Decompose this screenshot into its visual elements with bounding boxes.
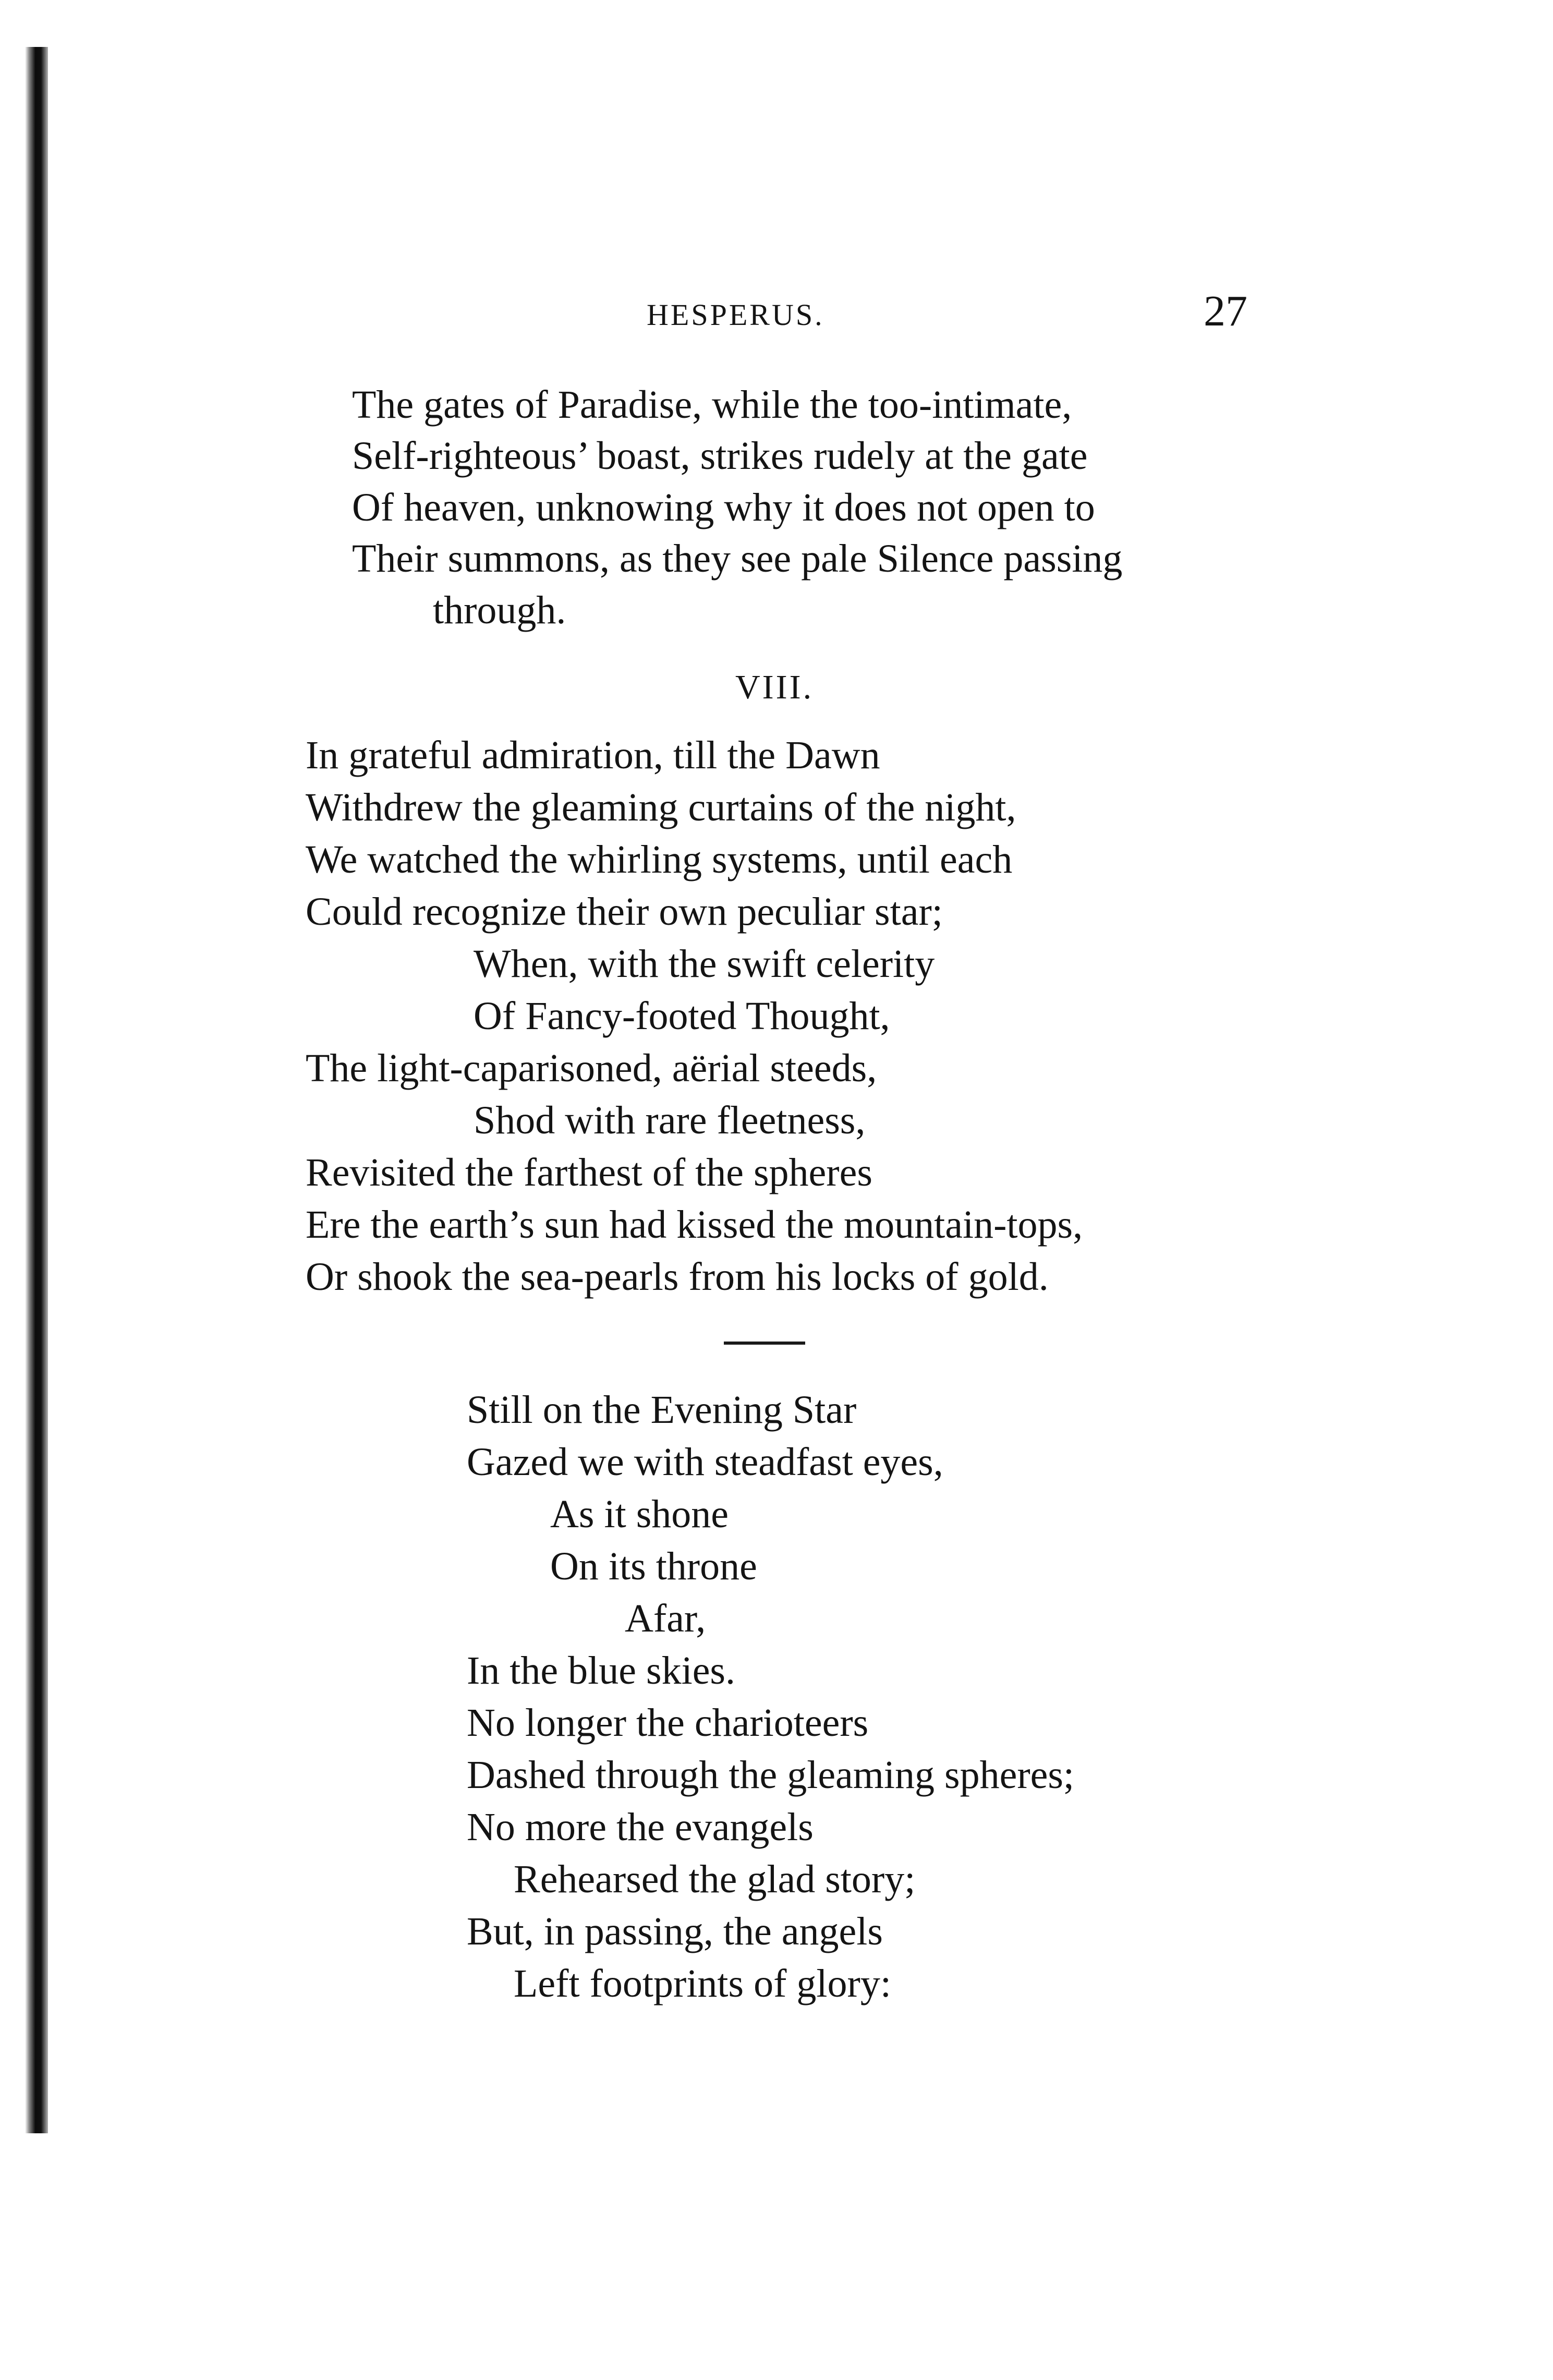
verse-line: When, with the swift celerity	[474, 942, 935, 986]
running-head: HESPERUS.	[647, 298, 824, 332]
verse-line: The light-caparisoned, aërial steeds,	[306, 1046, 877, 1090]
verse-line: Could recognize their own peculiar star;	[306, 890, 943, 934]
verse-line: Gazed we with steadfast eyes,	[467, 1440, 943, 1484]
verse-line: In the blue skies.	[467, 1649, 736, 1693]
verse-line: We watched the whirling systems, until each	[306, 838, 1013, 881]
verse-line: Their summons, as they see pale Silence passing	[352, 537, 1123, 581]
verse-line: As it shone	[550, 1492, 729, 1536]
verse-line: In grateful admiration, till the Dawn	[306, 733, 880, 777]
binding-edge	[25, 47, 48, 2133]
verse-line: Or shook the sea-pearls from his locks of gold.	[306, 1255, 1049, 1299]
verse-line: Still on the Evening Star	[467, 1388, 857, 1432]
verse-line: No longer the charioteers	[467, 1701, 869, 1745]
verse-line: No more the evangels	[467, 1805, 814, 1849]
verse-line: Rehearsed the glad story;	[514, 1857, 916, 1901]
verse-line: Left footprints of glory:	[514, 1962, 891, 2006]
verse-line: Of Fancy-footed Thought,	[474, 994, 890, 1038]
verse-line: Ere the earth’s sun had kissed the mountain-tops,	[306, 1203, 1083, 1247]
verse-line: Afar,	[625, 1597, 706, 1640]
verse-line: Self-righteous’ boast, strikes rudely at the gate	[352, 434, 1088, 478]
verse-line: The gates of Paradise, while the too-intimate,	[352, 383, 1072, 427]
verse-line: On its throne	[550, 1544, 757, 1588]
verse-line: Dashed through the gleaming spheres;	[467, 1753, 1075, 1797]
verse-line: Shod with rare fleetness,	[474, 1098, 866, 1142]
section-divider-rule	[724, 1342, 805, 1345]
verse-line: Of heaven, unknowing why it does not open to	[352, 486, 1095, 529]
verse-line: through.	[433, 588, 566, 632]
section-numeral: VIII.	[735, 668, 814, 706]
verse-line: But, in passing, the angels	[467, 1910, 883, 1953]
page-number: 27	[1204, 287, 1247, 335]
verse-line: Withdrew the gleaming curtains of the night,	[306, 786, 1016, 829]
verse-line: Revisited the farthest of the spheres	[306, 1151, 872, 1194]
